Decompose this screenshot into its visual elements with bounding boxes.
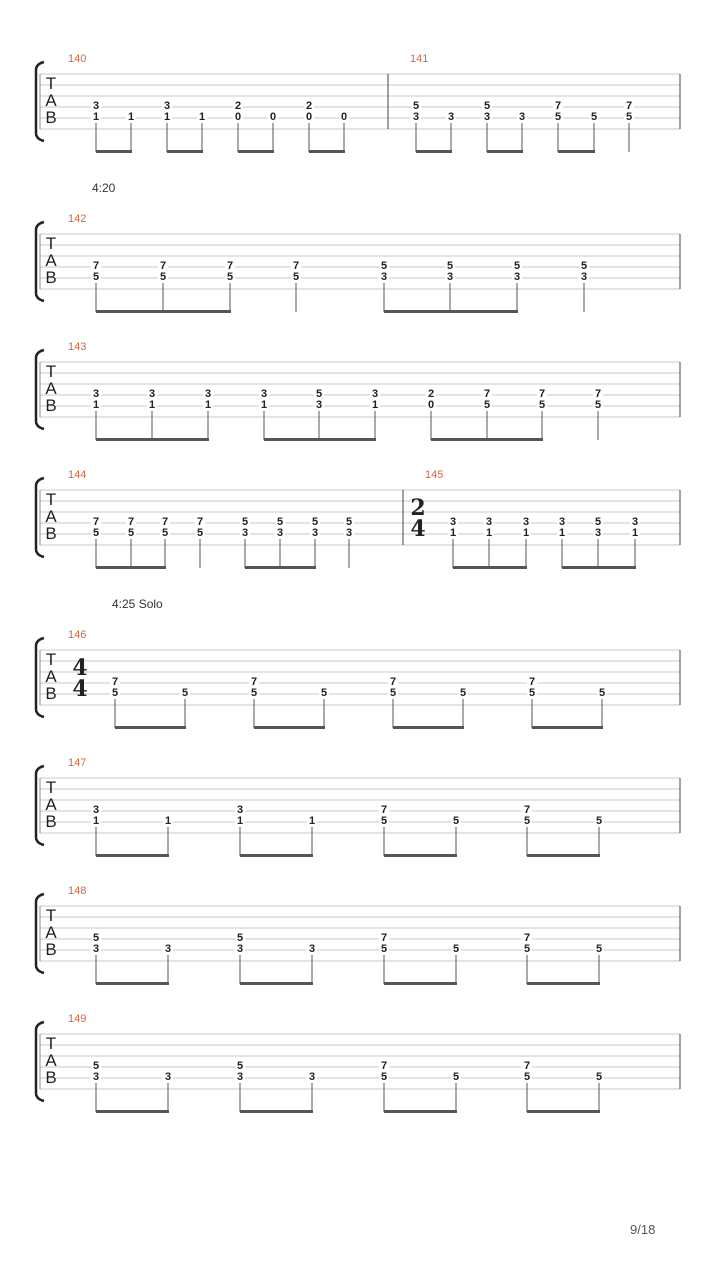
section-annotation: 4:25 Solo: [112, 597, 163, 611]
fret-number: 3: [522, 516, 530, 528]
time-signature-bottom: 4: [72, 676, 88, 702]
beam: [245, 566, 316, 569]
fret-number: 3: [371, 388, 379, 400]
tab-clef-letter: T: [45, 74, 57, 93]
fret-number: 7: [538, 388, 546, 400]
fret-number: 3: [412, 111, 420, 123]
beam: [527, 1110, 600, 1113]
fret-number: 5: [380, 260, 388, 272]
fret-number: 5: [528, 687, 536, 699]
fret-number: 7: [483, 388, 491, 400]
beam: [96, 566, 166, 569]
tab-clef-letter: A: [45, 795, 57, 814]
fret-number: 1: [204, 399, 212, 411]
beam: [384, 310, 518, 313]
beam: [96, 982, 169, 985]
fret-number: 0: [340, 111, 348, 123]
fret-number: 5: [523, 815, 531, 827]
beam: [240, 854, 313, 857]
fret-number: 3: [631, 516, 639, 528]
fret-number: 5: [523, 1071, 531, 1083]
fret-number: 1: [164, 815, 172, 827]
fret-number: 3: [446, 271, 454, 283]
fret-number: 5: [226, 271, 234, 283]
fret-number: 5: [595, 943, 603, 955]
fret-number: 1: [371, 399, 379, 411]
tab-clef-letter: A: [45, 251, 57, 270]
fret-number: 0: [234, 111, 242, 123]
beam: [96, 854, 169, 857]
measure-number: 147: [68, 757, 87, 769]
tab-clef-letter: A: [45, 667, 57, 686]
tab-clef-letter: T: [45, 906, 57, 925]
tab-clef-letter: A: [45, 507, 57, 526]
fret-number: 1: [631, 527, 639, 539]
fret-number: 3: [580, 271, 588, 283]
fret-number: 5: [92, 271, 100, 283]
tab-clef-letter: B: [45, 268, 57, 287]
fret-number: 5: [452, 1071, 460, 1083]
fret-number: 3: [241, 527, 249, 539]
fret-number: 7: [523, 804, 531, 816]
fret-number: 3: [308, 943, 316, 955]
beam: [264, 438, 376, 441]
fret-number: 7: [528, 676, 536, 688]
fret-number: 5: [315, 388, 323, 400]
beam: [238, 150, 274, 153]
tab-clef-letter: A: [45, 1051, 57, 1070]
measure-number: 141: [410, 53, 429, 65]
tab-clef-letter: T: [45, 490, 57, 509]
beam: [431, 438, 543, 441]
fret-number: 5: [554, 111, 562, 123]
measure-number: 144: [68, 469, 87, 481]
fret-number: 0: [269, 111, 277, 123]
fret-number: 3: [380, 271, 388, 283]
fret-number: 3: [447, 111, 455, 123]
fret-number: 3: [236, 804, 244, 816]
tab-clef-letter: T: [45, 650, 57, 669]
fret-number: 5: [594, 516, 602, 528]
fret-number: 3: [518, 111, 526, 123]
measure-number: 142: [68, 213, 87, 225]
fret-number: 1: [308, 815, 316, 827]
fret-number: 5: [446, 260, 454, 272]
tab-clef-letter: T: [45, 362, 57, 381]
fret-number: 5: [625, 111, 633, 123]
beam: [384, 1110, 457, 1113]
beam: [309, 150, 345, 153]
fret-number: 3: [483, 111, 491, 123]
fret-number: 5: [590, 111, 598, 123]
fret-number: 7: [523, 932, 531, 944]
beam: [96, 150, 132, 153]
fret-number: 7: [111, 676, 119, 688]
beam: [115, 726, 186, 729]
tab-clef-letter: B: [45, 812, 57, 831]
fret-number: 2: [427, 388, 435, 400]
fret-number: 1: [236, 815, 244, 827]
time-signature-bottom: 4: [410, 516, 426, 542]
fret-number: 1: [92, 399, 100, 411]
fret-number: 5: [513, 260, 521, 272]
beam: [254, 726, 325, 729]
fret-number: 5: [595, 1071, 603, 1083]
beam: [240, 982, 313, 985]
beam: [167, 150, 203, 153]
fret-number: 1: [92, 111, 100, 123]
fret-number: 3: [164, 943, 172, 955]
fret-number: 3: [449, 516, 457, 528]
tab-clef-letter: T: [45, 1034, 57, 1053]
tab-clef-letter: B: [45, 940, 57, 959]
fret-number: 5: [92, 932, 100, 944]
fret-number: 5: [111, 687, 119, 699]
beam: [532, 726, 603, 729]
measure-number: 143: [68, 341, 87, 353]
fret-number: 5: [459, 687, 467, 699]
fret-number: 3: [236, 943, 244, 955]
tab-clef-letter: B: [45, 684, 57, 703]
fret-number: 3: [148, 388, 156, 400]
tab-clef-letter: B: [45, 1068, 57, 1087]
fret-number: 7: [625, 100, 633, 112]
beam: [558, 150, 595, 153]
tab-clef-letter: B: [45, 396, 57, 415]
beam: [562, 566, 636, 569]
page-number: 9/18: [630, 1222, 656, 1237]
fret-number: 5: [196, 527, 204, 539]
fret-number: 7: [161, 516, 169, 528]
section-annotation: 4:20: [92, 181, 116, 195]
fret-number: 1: [163, 111, 171, 123]
fret-number: 5: [276, 516, 284, 528]
fret-number: 5: [452, 815, 460, 827]
beam: [384, 982, 457, 985]
measure-number: 146: [68, 629, 87, 641]
fret-number: 0: [305, 111, 313, 123]
fret-number: 5: [236, 1060, 244, 1072]
fret-number: 3: [92, 388, 100, 400]
fret-number: 7: [159, 260, 167, 272]
fret-number: 3: [345, 527, 353, 539]
beam: [453, 566, 527, 569]
fret-number: 2: [305, 100, 313, 112]
fret-number: 5: [345, 516, 353, 528]
tab-clef-letter: A: [45, 923, 57, 942]
tab-clef-letter: B: [45, 524, 57, 543]
fret-number: 3: [260, 388, 268, 400]
fret-number: 7: [594, 388, 602, 400]
fret-number: 3: [163, 100, 171, 112]
fret-number: 3: [92, 100, 100, 112]
beam: [96, 310, 231, 313]
fret-number: 5: [389, 687, 397, 699]
fret-number: 5: [92, 1060, 100, 1072]
fret-number: 5: [159, 271, 167, 283]
beam: [527, 854, 600, 857]
beam: [96, 438, 209, 441]
fret-number: 3: [311, 527, 319, 539]
fret-number: 5: [380, 1071, 388, 1083]
measure-number: 145: [425, 469, 444, 481]
beam: [527, 982, 600, 985]
fret-number: 5: [580, 260, 588, 272]
fret-number: 0: [427, 399, 435, 411]
fret-number: 1: [449, 527, 457, 539]
fret-number: 3: [204, 388, 212, 400]
fret-number: 7: [127, 516, 135, 528]
fret-number: 3: [594, 527, 602, 539]
fret-number: 5: [483, 399, 491, 411]
fret-number: 5: [380, 943, 388, 955]
fret-number: 5: [127, 527, 135, 539]
fret-number: 3: [315, 399, 323, 411]
fret-number: 7: [92, 516, 100, 528]
tab-clef-letter: B: [45, 108, 57, 127]
time-signature-top: 4: [72, 655, 88, 681]
fret-number: 5: [250, 687, 258, 699]
beam: [487, 150, 523, 153]
fret-number: 3: [164, 1071, 172, 1083]
fret-number: 1: [558, 527, 566, 539]
fret-number: 3: [92, 804, 100, 816]
fret-number: 7: [196, 516, 204, 528]
fret-number: 3: [276, 527, 284, 539]
fret-number: 7: [380, 804, 388, 816]
fret-number: 5: [92, 527, 100, 539]
fret-number: 5: [241, 516, 249, 528]
fret-number: 7: [226, 260, 234, 272]
fret-number: 1: [198, 111, 206, 123]
fret-number: 7: [250, 676, 258, 688]
fret-number: 5: [236, 932, 244, 944]
fret-number: 5: [483, 100, 491, 112]
fret-number: 1: [485, 527, 493, 539]
fret-number: 7: [92, 260, 100, 272]
beam: [96, 1110, 169, 1113]
fret-number: 5: [523, 943, 531, 955]
beam: [240, 1110, 313, 1113]
beam: [393, 726, 464, 729]
fret-number: 1: [260, 399, 268, 411]
fret-number: 3: [92, 1071, 100, 1083]
fret-number: 1: [92, 815, 100, 827]
fret-number: 5: [595, 815, 603, 827]
fret-number: 3: [92, 943, 100, 955]
measure-number: 149: [68, 1013, 87, 1025]
fret-number: 7: [292, 260, 300, 272]
beam: [416, 150, 452, 153]
fret-number: 5: [412, 100, 420, 112]
fret-number: 3: [513, 271, 521, 283]
fret-number: 2: [234, 100, 242, 112]
measure-number: 148: [68, 885, 87, 897]
time-signature-top: 2: [410, 495, 426, 521]
fret-number: 1: [127, 111, 135, 123]
fret-number: 3: [558, 516, 566, 528]
fret-number: 5: [292, 271, 300, 283]
fret-number: 1: [148, 399, 156, 411]
beam: [384, 854, 457, 857]
tab-clef-letter: T: [45, 778, 57, 797]
fret-number: 5: [161, 527, 169, 539]
measure-number: 140: [68, 53, 87, 65]
fret-number: 1: [522, 527, 530, 539]
fret-number: 7: [554, 100, 562, 112]
fret-number: 3: [236, 1071, 244, 1083]
fret-number: 7: [380, 1060, 388, 1072]
fret-number: 5: [320, 687, 328, 699]
tab-clef-letter: A: [45, 379, 57, 398]
tab-clef-letter: A: [45, 91, 57, 110]
fret-number: 7: [523, 1060, 531, 1072]
fret-number: 3: [308, 1071, 316, 1083]
fret-number: 5: [594, 399, 602, 411]
fret-number: 7: [380, 932, 388, 944]
fret-number: 5: [181, 687, 189, 699]
fret-number: 5: [311, 516, 319, 528]
fret-number: 5: [380, 815, 388, 827]
fret-number: 5: [538, 399, 546, 411]
tab-clef-letter: T: [45, 234, 57, 253]
fret-number: 7: [389, 676, 397, 688]
fret-number: 3: [485, 516, 493, 528]
fret-number: 5: [598, 687, 606, 699]
fret-number: 5: [452, 943, 460, 955]
